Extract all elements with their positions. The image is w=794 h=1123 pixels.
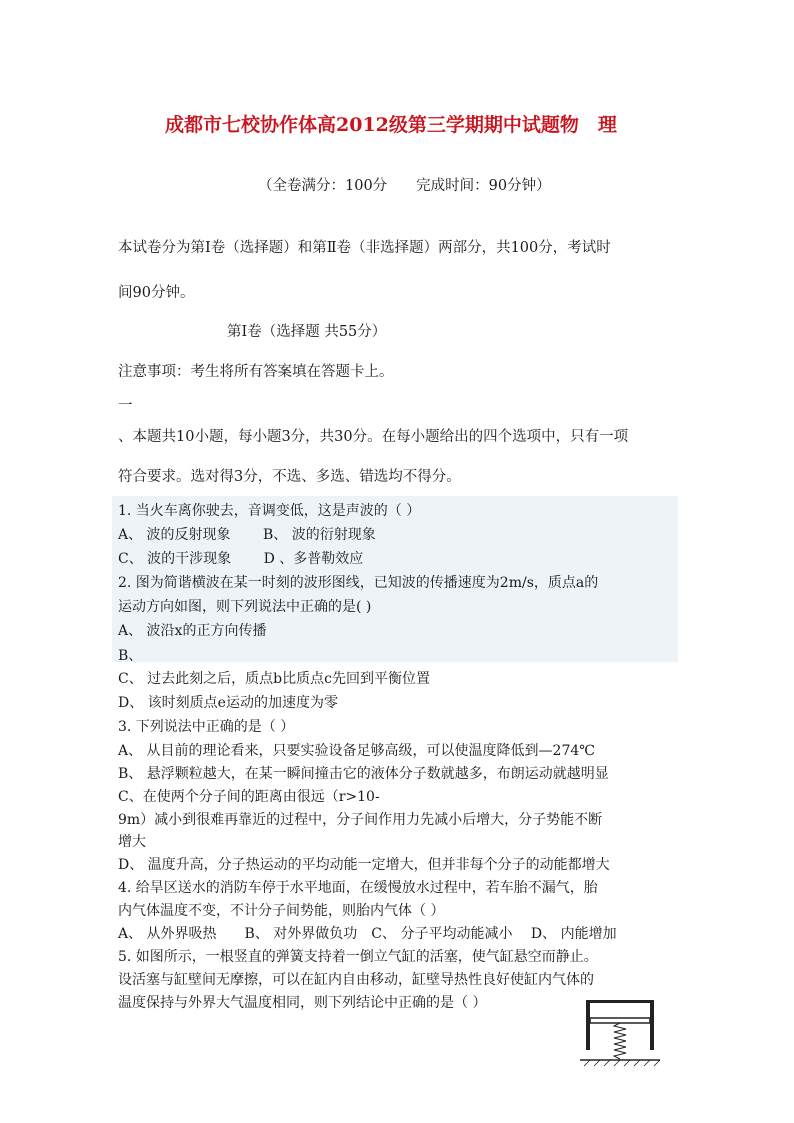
- q3-option-d: D、 温度升高，分子热运动的平均动能一定增大，但并非每个分子的动能都增大: [118, 857, 610, 873]
- q3-option-c-1: C、在使两个分子间的距离由很远（r>10-: [118, 789, 380, 805]
- cylinder-spring-figure: [580, 998, 660, 1068]
- q4-options: A、 从外界吸热 B、 对外界做负功 C、 分子平均动能减小 D、 内能增加: [118, 926, 617, 942]
- q2-option-d: D、 该时刻质点e运动的加速度为零: [118, 695, 338, 711]
- q3-stem: 3. 下列说法中正确的是（ ）: [118, 719, 295, 735]
- q3-option-a: A、 从目前的理论看来，只要实验设备足够高级，可以使温度降低到—274℃: [118, 743, 595, 759]
- q2-stem-1: 2. 图为简谐横波在某一时刻的波形图线，已知波的传播速度为2m/s，质点a的: [118, 575, 599, 591]
- exam-title: 成都市七校协作体高2012级第三学期期中试题物 理: [165, 114, 617, 136]
- part-instructions-2: 符合要求。选对得3分，不选、多选、错选均不得分。: [118, 469, 461, 485]
- cylinder-top: [586, 1000, 654, 1003]
- q1-options-cd: C、 波的干涉现象 D 、多普勒效应: [118, 551, 364, 567]
- cylinder-right-wall: [650, 1000, 654, 1050]
- q1-stem: 1. 当火车离你驶去，音调变低，这是声波的（ ）: [118, 503, 421, 519]
- notice-text: 注意事项：考生将所有答案填在答题卡上。: [118, 364, 394, 380]
- q5-stem-3: 温度保持与外界大气温度相同，则下列结论中正确的是（ ）: [118, 995, 487, 1011]
- q2-stem-2: 运动方向如图，则下列说法中正确的是( ): [118, 599, 372, 615]
- part-instructions-1: 、本题共10小题，每小题3分，共30分。在每小题给出的四个选项中，只有一项: [118, 429, 629, 445]
- q5-stem-1: 5. 如图所示，一根竖直的弹簧支持着一倒立气缸的活塞，使气缸悬空而静止。: [118, 949, 598, 965]
- q4-stem-2: 内气体温度不变，不计分子间势能，则胎内气体（ ）: [118, 903, 445, 919]
- q1-options-ab: A、 波的反射现象 B、 波的衍射现象: [118, 527, 376, 543]
- q2-option-a: A、 波沿x的正方向传播: [118, 623, 267, 639]
- intro-line-2: 间90分钟。: [118, 285, 195, 301]
- spring: [614, 1023, 626, 1059]
- q3-option-c-2: 9m）减小到很难再靠近的过程中，分子间作用力先减小后增大，分子势能不断: [118, 812, 603, 828]
- intro-line-1: 本试卷分为第Ⅰ卷（选择题）和第Ⅱ卷（非选择题）两部分，共100分，考试时: [118, 240, 611, 256]
- q3-option-c-3: 增大: [118, 834, 146, 850]
- section-title: 第Ⅰ卷（选择题 共55分）: [227, 324, 387, 340]
- part-mark: 一: [118, 398, 133, 414]
- q2-option-b: B、: [118, 648, 143, 664]
- q5-stem-2: 设活塞与缸壁间无摩擦，可以在缸内自由移动，缸壁导热性良好使缸内气体的: [118, 972, 594, 988]
- exam-subtitle: （全卷满分：100分 完成时间：90分钟）: [258, 178, 551, 194]
- q4-stem-1: 4. 给旱区送水的消防车停于水平地面，在缓慢放水过程中，若车胎不漏气，胎: [118, 880, 598, 896]
- ground-hatching: [584, 1060, 660, 1066]
- cylinder-left-wall: [586, 1000, 590, 1050]
- q3-option-b: B、 悬浮颗粒越大，在某一瞬间撞击它的液体分子数就越多，布朗运动就越明显: [118, 766, 609, 782]
- q2-option-c: C、 过去此刻之后，质点b比质点c先回到平衡位置: [118, 671, 430, 687]
- piston: [590, 1018, 650, 1023]
